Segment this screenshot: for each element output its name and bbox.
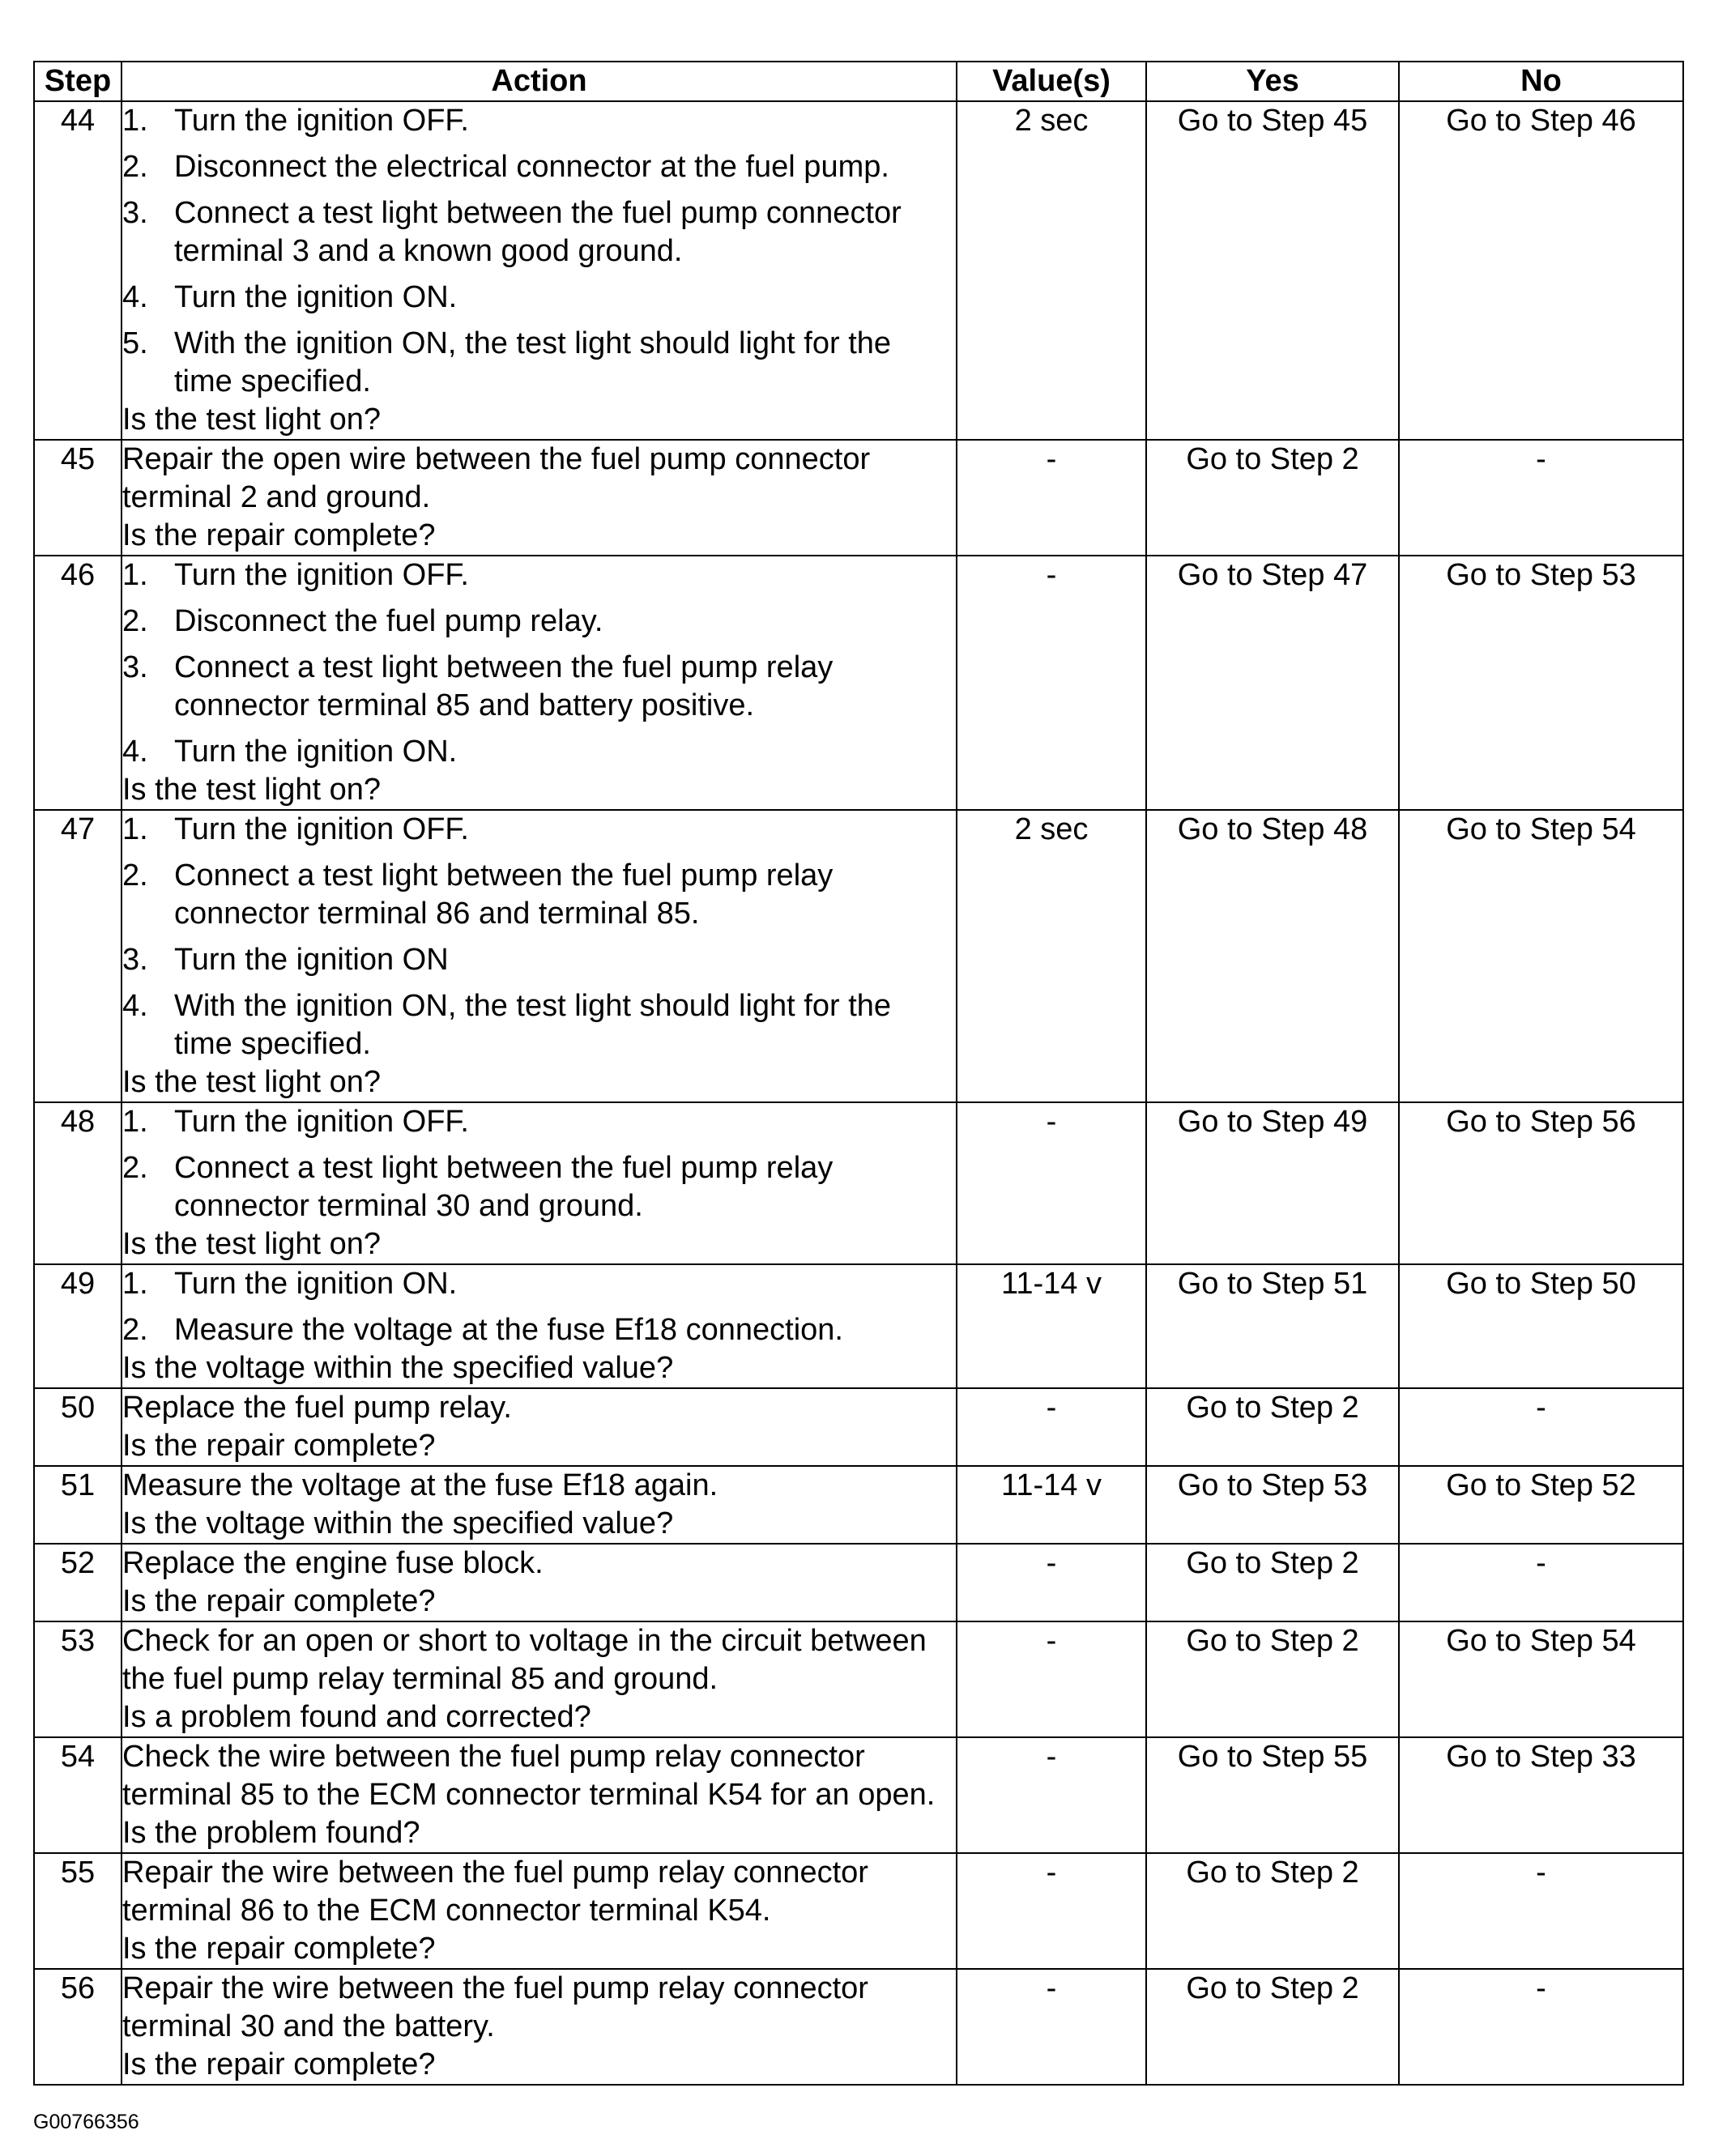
value-cell: 2 sec [957, 810, 1146, 1102]
value-cell: 11-14 v [957, 1466, 1146, 1544]
value-cell: - [957, 1621, 1146, 1737]
action-text: Check the wire between the fuel pump relay connector terminal 85 to the ECM connector terminal K54 for an open. [122, 1740, 936, 1812]
no-cell: Go to Step 54 [1399, 810, 1683, 1102]
action-step-number: 4. [122, 280, 148, 314]
figure-code: G00766356 [33, 2111, 139, 2133]
table-row [34, 810, 1683, 1102]
action-question: Is the test light on? [122, 1065, 381, 1099]
value-cell: 11-14 v [957, 1264, 1146, 1388]
action-step [122, 102, 956, 140]
action-cell [122, 1737, 957, 1853]
value-cell: - [957, 1388, 1146, 1466]
yes-cell: Go to Step 53 [1146, 1466, 1399, 1544]
step-number: 51 [34, 1466, 122, 1544]
action-question: Is the repair complete? [122, 518, 436, 552]
action-step-text: Disconnect the fuel pump relay. [174, 604, 603, 638]
table-row [34, 1737, 1683, 1853]
value-cell: - [957, 1544, 1146, 1621]
no-cell: Go to Step 50 [1399, 1264, 1683, 1388]
action-step-text: Turn the ignition ON. [174, 735, 458, 769]
table-row [34, 1621, 1683, 1737]
action-step [122, 194, 956, 271]
action-step [122, 811, 956, 849]
yes-cell: Go to Step 45 [1146, 101, 1399, 440]
action-step-number: 2. [122, 1151, 148, 1185]
action-steps [122, 1265, 956, 1349]
action-step-number: 3. [122, 650, 148, 684]
no-cell: Go to Step 53 [1399, 556, 1683, 810]
no-cell: Go to Step 52 [1399, 1466, 1683, 1544]
table-row [34, 101, 1683, 440]
action-step-number: 1. [122, 1105, 148, 1139]
table-row [34, 1544, 1683, 1621]
action-step [122, 649, 956, 725]
action-text: Check for an open or short to voltage in the circuit between the fuel pump relay terminal 85 and ground. [122, 1624, 927, 1696]
action-step-text: Turn the ignition OFF. [174, 1105, 469, 1139]
action-step-text: Turn the ignition OFF. [174, 104, 469, 138]
action-step-text: Turn the ignition OFF. [174, 558, 469, 592]
action-step [122, 1149, 956, 1225]
value-cell: - [957, 1853, 1146, 1969]
action-step-number: 1. [122, 104, 148, 138]
table-row [34, 1102, 1683, 1264]
action-question: Is the test light on? [122, 403, 381, 437]
action-step-text: Turn the ignition OFF. [174, 812, 469, 846]
action-step-number: 3. [122, 196, 148, 230]
action-cell [122, 1264, 957, 1388]
action-step-text: Disconnect the electrical connector at the fuel pump. [174, 150, 889, 184]
diagnostic-table [33, 61, 1684, 2086]
action-question: Is the voltage within the specified value? [122, 1506, 674, 1540]
action-text: Replace the fuel pump relay. [122, 1391, 512, 1425]
action-cell [122, 1853, 957, 1969]
yes-cell: Go to Step 2 [1146, 440, 1399, 556]
action-step-text: Connect a test light between the fuel pump relay connector terminal 86 and terminal 85. [174, 859, 834, 931]
action-cell [122, 1969, 957, 2085]
action-step-number: 2. [122, 604, 148, 638]
action-step-number: 1. [122, 1267, 148, 1301]
action-step-text: With the ignition ON, the test light should light for the time specified. [174, 326, 892, 398]
action-step-text: Connect a test light between the fuel pump relay connector terminal 30 and ground. [174, 1151, 834, 1223]
action-step-text: Connect a test light between the fuel pump connector terminal 3 and a known good ground. [174, 196, 902, 268]
header-no: No [1399, 62, 1683, 101]
action-step-text: Turn the ignition ON. [174, 1267, 458, 1301]
table-row [34, 1853, 1683, 1969]
value-cell: - [957, 440, 1146, 556]
action-cell [122, 556, 957, 810]
yes-cell: Go to Step 51 [1146, 1264, 1399, 1388]
action-step-number: 1. [122, 558, 148, 592]
yes-cell: Go to Step 49 [1146, 1102, 1399, 1264]
action-step [122, 325, 956, 401]
action-step-text: Connect a test light between the fuel pump relay connector terminal 85 and battery positive. [174, 650, 834, 722]
yes-cell: Go to Step 2 [1146, 1544, 1399, 1621]
step-number: 56 [34, 1969, 122, 2085]
no-cell: Go to Step 46 [1399, 101, 1683, 440]
action-question: Is the test light on? [122, 1227, 381, 1261]
no-cell: - [1399, 1388, 1683, 1466]
step-number: 54 [34, 1737, 122, 1853]
value-cell: 2 sec [957, 101, 1146, 440]
action-step [122, 733, 956, 771]
yes-cell: Go to Step 2 [1146, 1853, 1399, 1969]
yes-cell: Go to Step 47 [1146, 556, 1399, 810]
no-cell: - [1399, 1544, 1683, 1621]
step-number: 53 [34, 1621, 122, 1737]
action-question: Is the voltage within the specified value? [122, 1351, 674, 1385]
action-steps [122, 1103, 956, 1225]
action-step-text: Turn the ignition ON. [174, 280, 458, 314]
action-question: Is the test light on? [122, 773, 381, 807]
action-step-text: Turn the ignition ON [174, 943, 449, 977]
action-cell [122, 440, 957, 556]
step-number: 44 [34, 101, 122, 440]
value-cell: - [957, 556, 1146, 810]
header-yes: Yes [1146, 62, 1399, 101]
action-question: Is the problem found? [122, 1816, 420, 1850]
table-row [34, 556, 1683, 810]
action-cell [122, 810, 957, 1102]
action-steps [122, 556, 956, 771]
action-step-number: 2. [122, 1313, 148, 1347]
action-step-text: With the ignition ON, the test light should light for the time specified. [174, 989, 892, 1061]
header-action: Action [122, 62, 957, 101]
action-step [122, 1265, 956, 1303]
step-number: 49 [34, 1264, 122, 1388]
no-cell: - [1399, 1969, 1683, 2085]
no-cell: Go to Step 56 [1399, 1102, 1683, 1264]
action-step-number: 5. [122, 326, 148, 360]
table-row [34, 440, 1683, 556]
yes-cell: Go to Step 2 [1146, 1621, 1399, 1737]
action-step-number: 4. [122, 735, 148, 769]
action-step [122, 857, 956, 933]
action-cell [122, 1621, 957, 1737]
step-number: 50 [34, 1388, 122, 1466]
action-question: Is a problem found and corrected? [122, 1700, 591, 1734]
action-step [122, 1311, 956, 1349]
action-step-number: 2. [122, 859, 148, 893]
action-steps [122, 102, 956, 401]
yes-cell: Go to Step 2 [1146, 1388, 1399, 1466]
table-row [34, 1466, 1683, 1544]
value-cell: - [957, 1737, 1146, 1853]
table-row [34, 1969, 1683, 2085]
step-number: 47 [34, 810, 122, 1102]
header-values: Value(s) [957, 62, 1146, 101]
step-number: 48 [34, 1102, 122, 1264]
value-cell: - [957, 1102, 1146, 1264]
table-row [34, 1388, 1683, 1466]
action-text: Repair the wire between the fuel pump relay connector terminal 86 to the ECM connector terminal K54. [122, 1856, 868, 1928]
action-question: Is the repair complete? [122, 1932, 436, 1966]
value-cell: - [957, 1969, 1146, 2085]
no-cell: - [1399, 440, 1683, 556]
action-cell [122, 1466, 957, 1544]
action-step [122, 148, 956, 186]
no-cell: Go to Step 33 [1399, 1737, 1683, 1853]
yes-cell: Go to Step 48 [1146, 810, 1399, 1102]
action-step-number: 1. [122, 812, 148, 846]
header-step: Step [34, 62, 122, 101]
action-cell [122, 1102, 957, 1264]
action-question: Is the repair complete? [122, 1584, 436, 1618]
action-step-text: Measure the voltage at the fuse Ef18 connection. [174, 1313, 843, 1347]
action-steps [122, 811, 956, 1063]
no-cell: Go to Step 54 [1399, 1621, 1683, 1737]
action-text: Repair the wire between the fuel pump relay connector terminal 30 and the battery. [122, 1971, 868, 2043]
action-step [122, 941, 956, 979]
action-step-number: 4. [122, 989, 148, 1023]
action-cell [122, 101, 957, 440]
action-text: Measure the voltage at the fuse Ef18 again. [122, 1468, 718, 1502]
action-step-number: 2. [122, 150, 148, 184]
action-step [122, 556, 956, 594]
action-question: Is the repair complete? [122, 2047, 436, 2081]
action-step [122, 603, 956, 641]
action-cell [122, 1388, 957, 1466]
action-step [122, 279, 956, 317]
yes-cell: Go to Step 55 [1146, 1737, 1399, 1853]
step-number: 52 [34, 1544, 122, 1621]
step-number: 55 [34, 1853, 122, 1969]
action-text: Repair the open wire between the fuel pump connector terminal 2 and ground. [122, 442, 871, 514]
no-cell: - [1399, 1853, 1683, 1969]
action-step [122, 987, 956, 1063]
action-cell [122, 1544, 957, 1621]
yes-cell: Go to Step 2 [1146, 1969, 1399, 2085]
action-question: Is the repair complete? [122, 1429, 436, 1463]
step-number: 45 [34, 440, 122, 556]
action-step-number: 3. [122, 943, 148, 977]
step-number: 46 [34, 556, 122, 810]
action-step [122, 1103, 956, 1141]
action-text: Replace the engine fuse block. [122, 1546, 544, 1580]
table-row [34, 1264, 1683, 1388]
header-row [34, 62, 1683, 101]
